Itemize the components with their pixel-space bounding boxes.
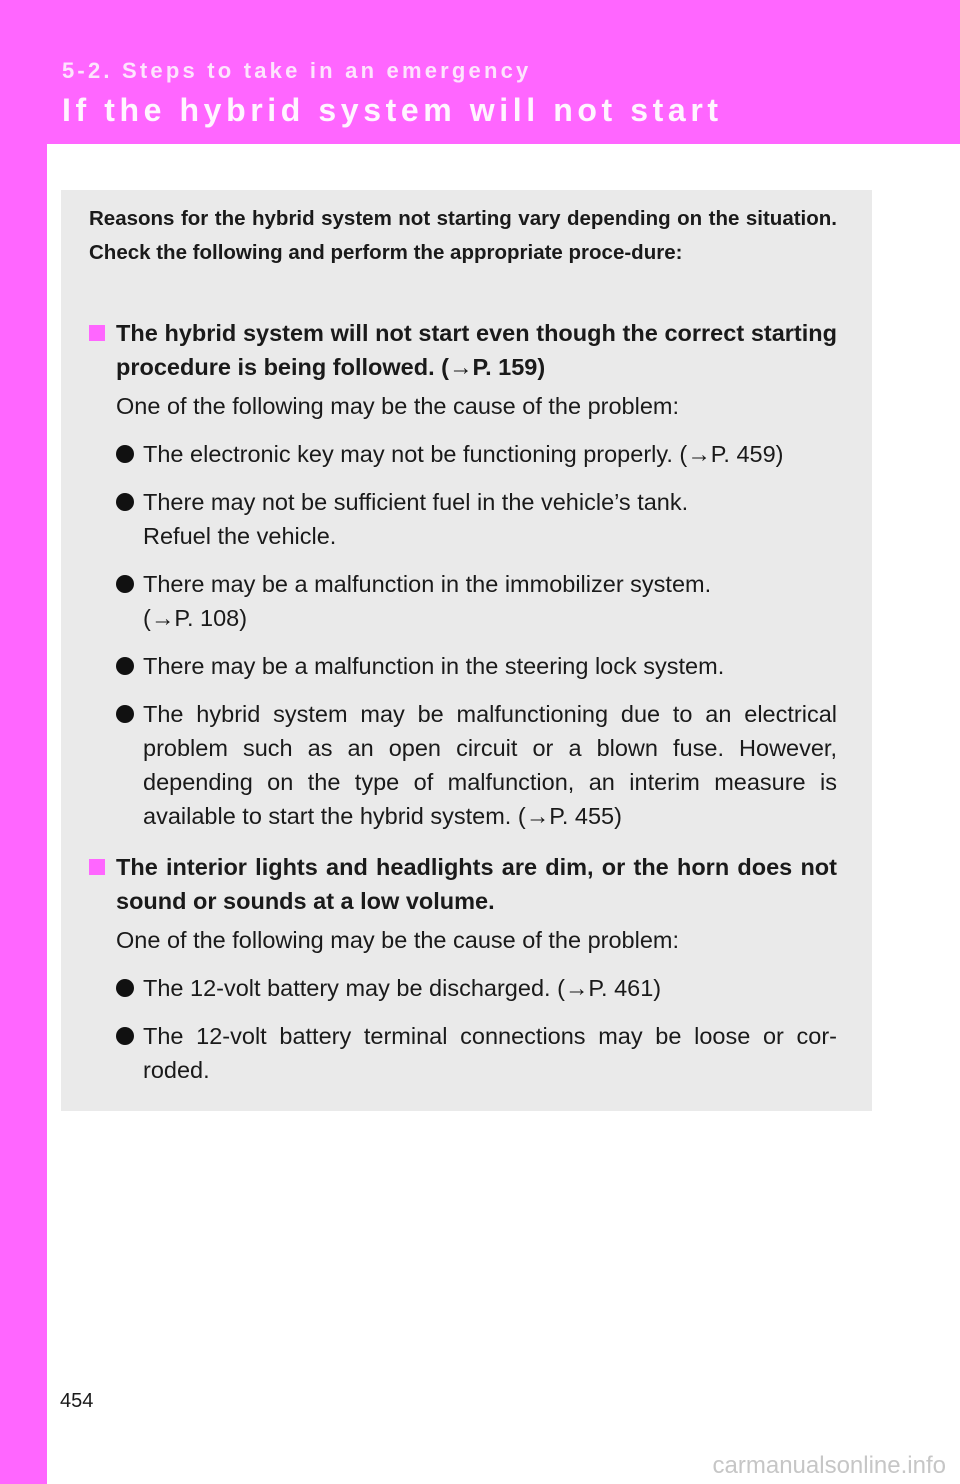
- intro-paragraph: Reasons for the hybrid system not starting vary depending on the situation. Check the following and perform the appropriate proce-dure:: [89, 207, 837, 264]
- list-item: [89, 437, 837, 471]
- square-marker-icon: [89, 859, 105, 875]
- section-label: 5-2. Steps to take in an emergency: [62, 58, 532, 83]
- bullet-icon: [116, 1027, 134, 1045]
- topic-dim-lights: [89, 850, 837, 1087]
- list-item-text: The electronic key may not be functioning properly. (→P. 459): [143, 441, 784, 467]
- cause-list: [89, 971, 837, 1087]
- list-item: [89, 697, 837, 833]
- list-item: [89, 567, 837, 635]
- page-number: 454: [60, 1390, 94, 1412]
- bullet-icon: [116, 705, 134, 723]
- topic-lead: One of the following may be the cause of the problem:: [116, 393, 680, 419]
- list-item-text: The 12-volt battery may be discharged. (→P. 461): [143, 975, 662, 1001]
- topic-no-start: [89, 316, 837, 833]
- list-item-text: There may be a malfunction in the steering lock system.: [143, 653, 725, 679]
- cause-list: [89, 437, 837, 833]
- topic-heading-text: The hybrid system will not start even though the correct starting procedure is being followed. (→P. 159): [116, 320, 837, 380]
- list-item-text: The hybrid system may be malfunctioning due to an electrical problem such as an open circuit or a blown fuse. However, depending on the type of malfunction, an interim measure is available to start the hybrid system. (→P. 455): [143, 701, 837, 829]
- bullet-icon: [116, 493, 134, 511]
- list-item: [89, 971, 837, 1005]
- topic-heading-text: The interior lights and headlights are dim, or the horn does not sound or sounds at a low volume.: [116, 854, 837, 914]
- topic-heading: [89, 316, 837, 384]
- list-item: [89, 1019, 837, 1087]
- list-item-text: There may be a malfunction in the immobilizer system. (→P. 108): [143, 571, 712, 631]
- bullet-icon: [116, 657, 134, 675]
- list-item: [89, 649, 837, 683]
- square-marker-icon: [89, 325, 105, 341]
- topic-heading: [89, 850, 837, 918]
- list-item-text: There may not be sufficient fuel in the vehicle’s tank. Refuel the vehicle.: [143, 489, 689, 549]
- list-item: [89, 485, 837, 553]
- bullet-icon: [116, 575, 134, 593]
- bullet-icon: [116, 445, 134, 463]
- page-title: If the hybrid system will not start: [62, 92, 723, 128]
- side-color-strip: [0, 144, 47, 1484]
- watermark: carmanualsonline.info: [712, 1452, 946, 1479]
- bullet-icon: [116, 979, 134, 997]
- list-item-text: The 12-volt battery terminal connections may be loose or cor-roded.: [143, 1023, 837, 1083]
- topic-lead: One of the following may be the cause of the problem:: [116, 927, 680, 953]
